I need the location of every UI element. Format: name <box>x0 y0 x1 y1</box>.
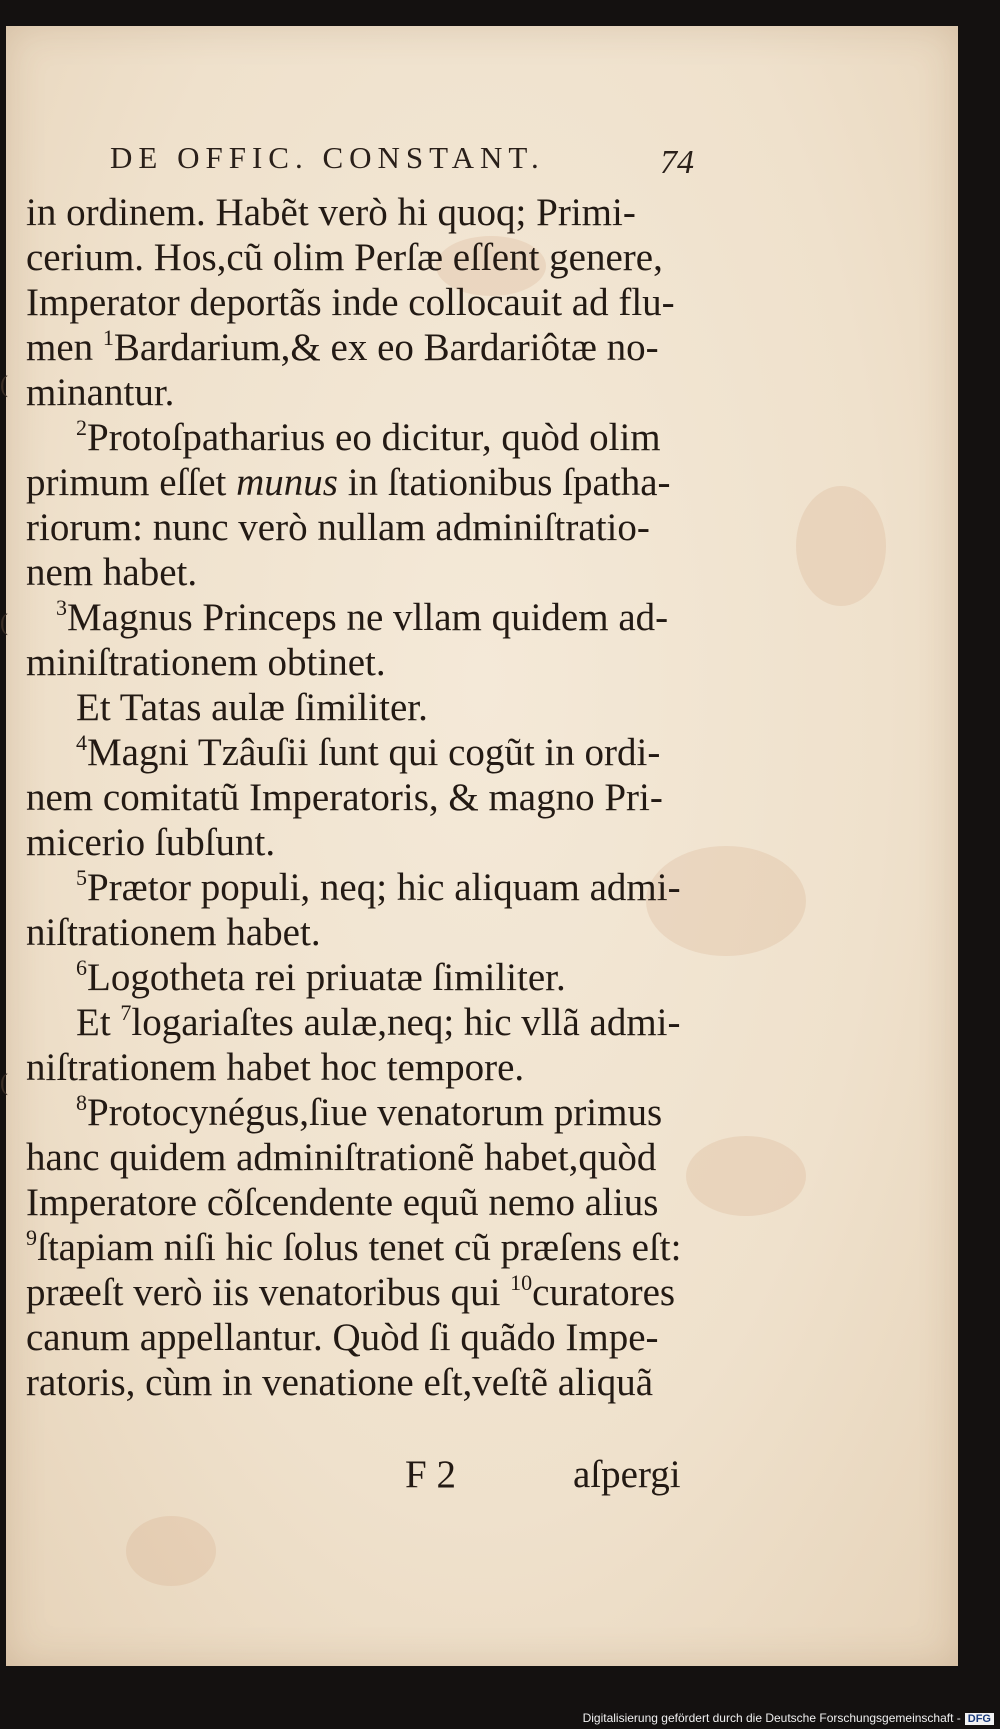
text-line <box>26 1360 686 1405</box>
foxing-stain <box>796 486 886 606</box>
text-segment: niſtrationem habet hoc tempore. <box>26 1046 525 1089</box>
text-segment: ſtapiam niſi hic ſolus tenet cũ præſens eſt: <box>37 1226 682 1269</box>
foxing-stain <box>686 1136 806 1216</box>
text-segment: niſtrationem habet. <box>26 911 321 954</box>
text-line <box>26 910 686 955</box>
text-segment: Protoſpatharius eo dicitur, quòd olim <box>87 416 661 459</box>
text-segment: men <box>26 326 103 369</box>
catchword: aſpergi <box>573 1453 681 1496</box>
footnote-marker: 1 <box>102 325 114 350</box>
text-segment: cerium. Hos,cũ olim Perſæ eſſent genere, <box>26 236 663 279</box>
text-line <box>26 1045 686 1090</box>
text-segment: nem habet. <box>26 551 198 594</box>
text-line <box>26 820 686 865</box>
signature-mark: F 2 <box>405 1453 456 1496</box>
text-line <box>26 1315 686 1360</box>
text-segment: Bardarium,& ex eo Bardariôtæ no- <box>113 326 659 369</box>
text-segment: miniſtrationem obtinet. <box>26 641 386 684</box>
footnote-marker: 5 <box>76 865 87 890</box>
text-line <box>26 1180 686 1225</box>
text-line <box>26 370 686 415</box>
text-line <box>26 775 686 820</box>
text-line <box>26 955 686 1000</box>
text-line <box>26 190 686 235</box>
text-segment: ratoris, cùm in venatione eſt,veſtẽ aliquã <box>26 1361 654 1404</box>
text-segment: in ordinem. Habẽt verò hi quoq; Primi- <box>26 191 636 234</box>
text-segment: Magni Tzâuſii ſunt qui cogũt in ordi- <box>87 731 661 774</box>
footnote-marker: 8 <box>76 1090 87 1115</box>
text-line <box>26 325 686 370</box>
text-segment: micerio ſubſunt. <box>26 821 276 864</box>
text-segment: minantur. <box>26 371 175 414</box>
text-line <box>26 1090 686 1135</box>
margin-mark: ( <box>0 610 8 636</box>
margin-mark: ( <box>0 1070 8 1096</box>
footnote-marker: 4 <box>76 730 87 755</box>
text-line <box>26 280 686 325</box>
text-line <box>26 1135 686 1180</box>
text-line <box>26 865 686 910</box>
text-line <box>26 1000 686 1045</box>
footnote-marker: 7 <box>120 1000 132 1025</box>
footnote-marker: 9 <box>26 1225 37 1250</box>
text-line <box>26 1225 686 1270</box>
footnote-marker: 3 <box>56 595 67 620</box>
footnote-marker: 10 <box>510 1270 533 1295</box>
running-head: DE OFFIC. CONSTANT. <box>110 140 545 175</box>
text-segment: curatores <box>532 1271 676 1314</box>
text-segment: Logotheta rei priuatæ ſimiliter. <box>87 956 566 999</box>
text-segment: logariaſtes aulæ,neq; hic vllã admi- <box>131 1001 681 1044</box>
text-segment: Et <box>76 1001 121 1044</box>
text-segment: in ſtationibus ſpatha- <box>337 461 671 504</box>
body-text <box>26 190 686 1405</box>
text-segment: Magnus Princeps ne vllam quidem ad- <box>67 596 669 639</box>
italic-word: munus <box>236 461 338 504</box>
text-line <box>26 415 686 460</box>
text-segment: præeſt verò iis venatoribus qui <box>26 1271 511 1314</box>
text-line <box>26 505 686 550</box>
text-segment: nem comitatũ Imperatoris, & magno Pri- <box>26 776 663 819</box>
text-line <box>26 640 686 685</box>
text-segment: Imperatore cõſcendente equũ nemo alius <box>26 1181 659 1224</box>
text-segment: primum eſſet <box>26 461 237 504</box>
digitization-credit <box>583 1711 994 1725</box>
foxing-stain <box>126 1516 216 1586</box>
text-line <box>26 595 686 640</box>
page-number: 74 <box>660 144 694 181</box>
margin-mark: ( <box>0 372 8 398</box>
text-line <box>26 730 686 775</box>
text-segment: Protocynégus,ſiue venatorum primus <box>87 1091 663 1134</box>
text-line <box>26 550 686 595</box>
text-line <box>26 460 686 505</box>
credit-text: Digitalisierung gefördert durch die Deutsche Forschungsgemeinschaft - <box>582 1711 961 1725</box>
text-segment: Prætor populi, neq; hic aliquam admi- <box>87 866 681 909</box>
text-segment: Imperator deportãs inde collocauit ad flu- <box>26 281 675 324</box>
text-line <box>26 685 686 730</box>
text-segment: canum appellantur. Quòd ſi quãdo Impe- <box>26 1316 659 1359</box>
dfg-logo: DFG <box>965 1713 994 1725</box>
footnote-marker: 6 <box>76 955 87 980</box>
text-segment: Et Tatas aulæ ſimiliter. <box>76 686 428 729</box>
page-footer <box>0 1452 690 1502</box>
text-line <box>26 1270 686 1315</box>
text-segment: hanc quidem adminiſtrationẽ habet,quòd <box>26 1136 657 1179</box>
text-segment: riorum: nunc verò nullam adminiſtratio- <box>26 506 650 549</box>
footnote-marker: 2 <box>76 415 87 440</box>
text-line <box>26 235 686 280</box>
